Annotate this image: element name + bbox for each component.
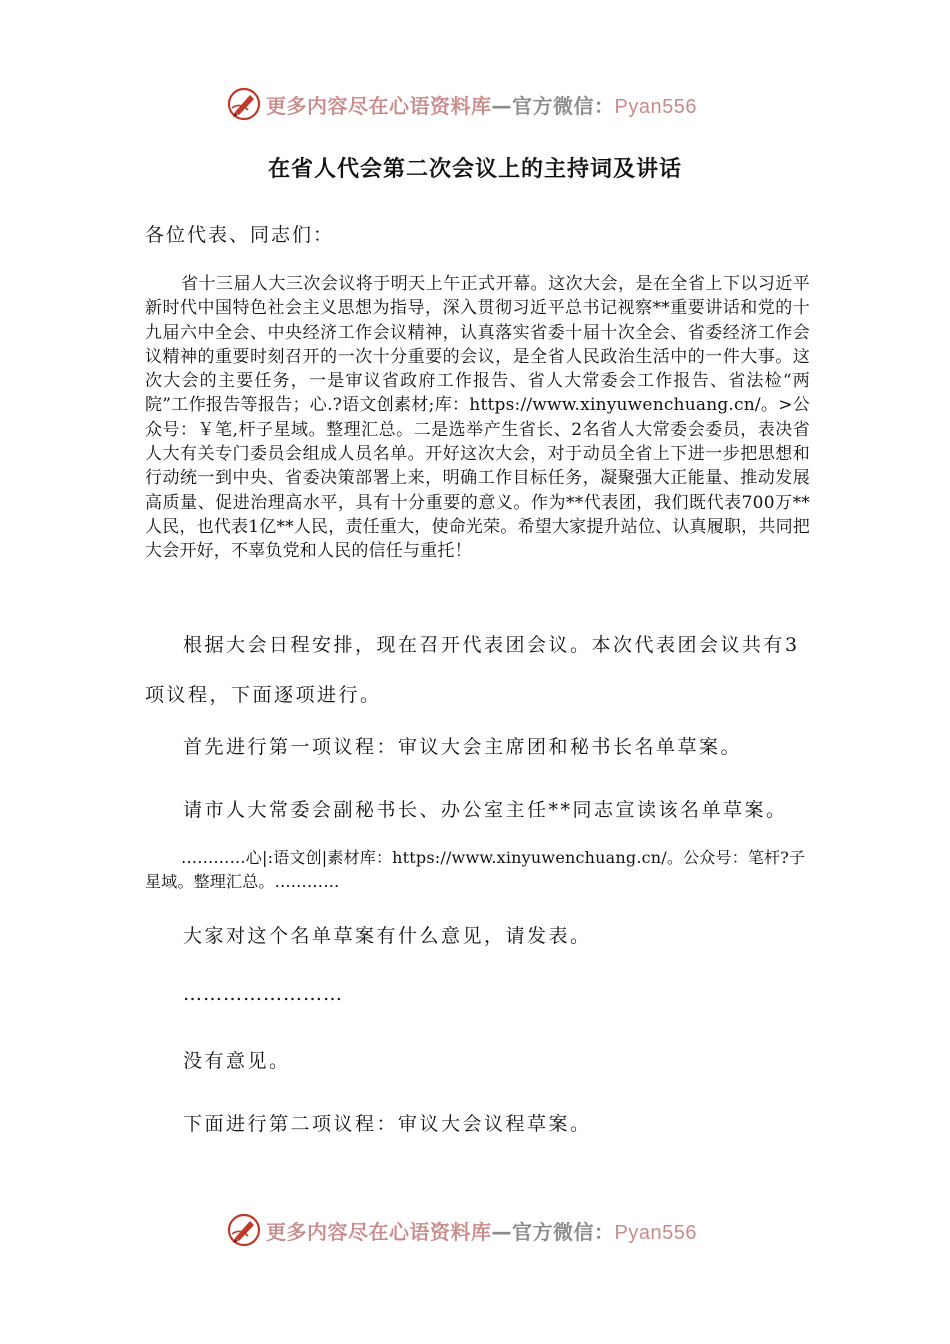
paragraph-ask-opinions: 大家对这个名单草案有什么意见，请发表。: [183, 925, 592, 947]
paragraph-opening-speech: 省十三届人大三次会议将于明天上午正式开幕。这次大会，是在全省上下以习近平新时代中国特色社会主义思想为指导，深入贯彻习近平总书记视察**重要讲话和党的十九届六中全会、中央经济工作会议精神，认真落实省委十届十次全会、省委经济工作会议精神的重要时刻召开的一次十分重要的会议，是全省人民政治生活中的一件大事。这次大会的主要任务，一是审议省政府工作报告、省人大常委会工作报告、省法检“两院”工作报告等报告；心.?语文创素材;库：https://www.xinyuwenchuang.cn/。>公众号：￥笔,杆子星域。整理汇总。二是选举产生省长、2名省人大常委会委员，表决省人大有关专门委员会组成人员名单。开好这次大会，对于动员全省上下进一步把思想和行动统一到中央、省委决策部署上来，明确工作目标任务，凝聚强大正能量、推动发展高质量、促进治理高水平，具有十分重要的意义。作为**代表团，我们既代表700万**人民，也代表1亿**人民，责任重大，使命光荣。希望大家提升站位、认真履职，共同把大会开好，不辜负党和人民的信任与重托！: [145, 274, 810, 562]
banner-wechat-id: Pyan556: [614, 1221, 697, 1244]
footer-banner: [226, 1210, 726, 1250]
banner-wechat-label: 官方微信：: [512, 93, 615, 118]
header-banner: [226, 84, 726, 124]
banner-wechat-label: 官方微信：: [512, 1219, 615, 1244]
pen-logo-icon: [226, 1212, 262, 1248]
paragraph-source-note: …………心|:语文创|素材库：https://www.xinyuwenchuang.cn/。公众号：笔杆?子星域。整理汇总。…………: [145, 848, 806, 891]
paragraph-ellipsis: ……………………: [183, 983, 343, 1005]
paragraph-schedule: 根据大会日程安排，现在召开代表团会议。本次代表团会议共有3项议程，下面逐项进行。: [145, 634, 800, 706]
pen-logo-icon: [226, 86, 262, 122]
paragraph-second-agenda: 下面进行第二项议程：审议大会议程草案。: [183, 1113, 592, 1135]
paragraph-read-list: 请市人大常委会副秘书长、办公室主任**同志宣读该名单草案。: [183, 799, 788, 821]
banner-main-text: 更多内容尽在心语资料库: [266, 93, 492, 118]
banner-wechat-id: Pyan556: [614, 95, 697, 118]
paragraph-first-agenda: 首先进行第一项议程：审议大会主席团和秘书长名单草案。: [183, 736, 743, 758]
paragraph-no-opinion: 没有意见。: [183, 1050, 291, 1072]
page-title: 在省人代会第二次会议上的主持词及讲话: [267, 157, 682, 182]
banner-text: [266, 1216, 697, 1245]
banner-dash: —: [491, 93, 512, 118]
banner-dash: —: [491, 1219, 512, 1244]
banner-main-text: 更多内容尽在心语资料库: [266, 1219, 492, 1244]
banner-text: [266, 90, 697, 119]
salutation: 各位代表、同志们：: [145, 224, 335, 246]
